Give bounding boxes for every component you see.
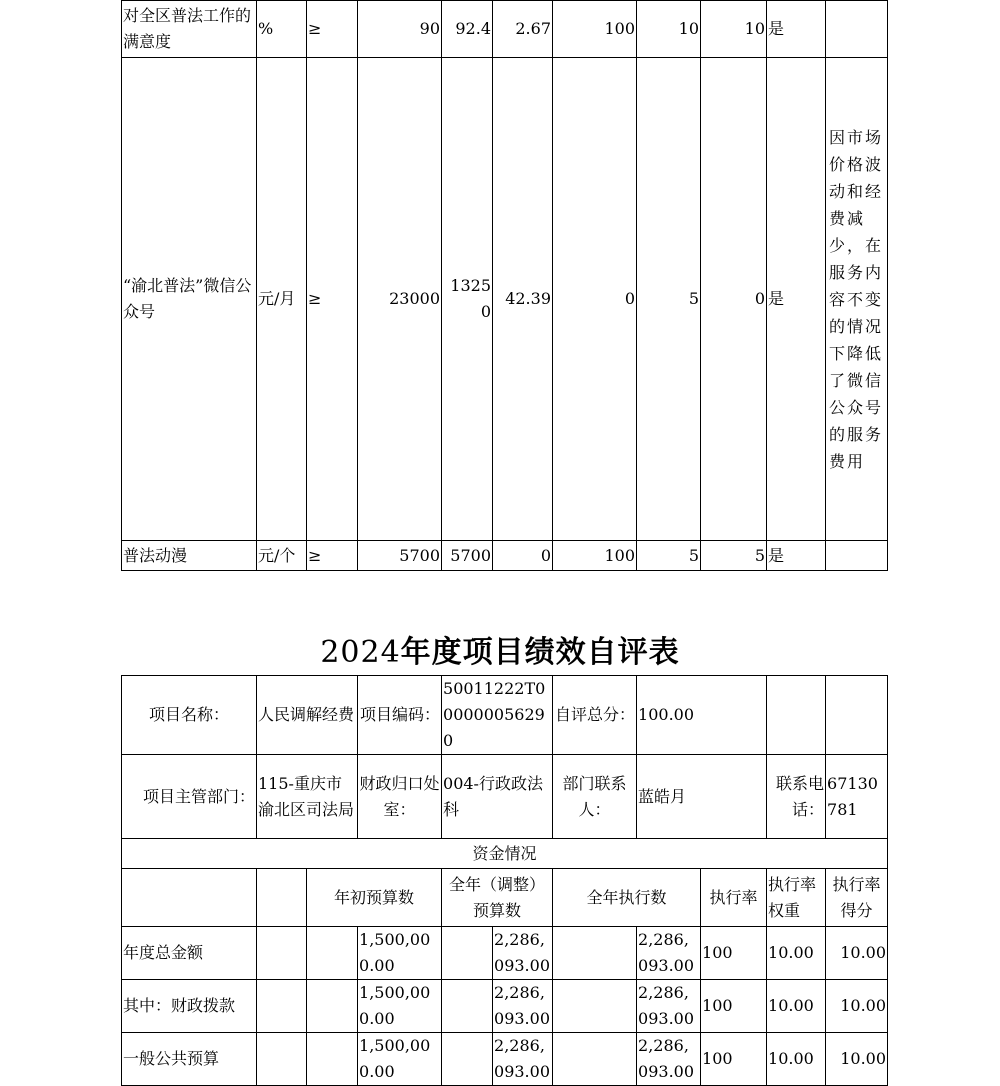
- fund-score: 10.00: [826, 1033, 888, 1086]
- empty-cell: [553, 1033, 637, 1086]
- fund-label: 一般公共预算: [122, 1033, 257, 1086]
- indicator-deviation: 42.39: [493, 58, 553, 541]
- indicator-actual: 92.4: [442, 1, 493, 58]
- fund-rate: 100: [701, 927, 767, 980]
- indicator-reason: 因市场价格波动和经费减少，在服务内容不变的情况下降低了微信公众号的服务费用: [826, 58, 888, 541]
- fund-adjusted: 2,286,093.00: [493, 1033, 553, 1086]
- indicator-name: 普法动漫: [122, 541, 257, 571]
- fund-rate: 100: [701, 980, 767, 1033]
- funds-section-label: 资金情况: [122, 839, 888, 869]
- empty-cell: [257, 1033, 307, 1086]
- empty-cell: [767, 676, 826, 755]
- indicator-unit: 元/个: [257, 541, 307, 571]
- empty-cell: [307, 980, 358, 1033]
- self-evaluation-table: [121, 675, 888, 1086]
- header-initial: 年初预算数: [307, 869, 442, 927]
- indicator-operator: ≥: [307, 541, 358, 571]
- indicator-rate: 100: [553, 541, 637, 571]
- header-adjusted: 全年（调整）预算数: [442, 869, 553, 927]
- empty-cell: [442, 927, 493, 980]
- fund-label: 年度总金额: [122, 927, 257, 980]
- indicator-unit: %: [257, 1, 307, 58]
- fund-executed: 2,286,093.00: [637, 1033, 701, 1086]
- table-row: [122, 927, 888, 980]
- indicator-deviation: 2.67: [493, 1, 553, 58]
- phone: 67130781: [826, 755, 888, 839]
- info-row: [122, 755, 888, 839]
- fund-executed: 2,286,093.00: [637, 980, 701, 1033]
- indicator-score: 0: [701, 58, 767, 541]
- indicator-target: 23000: [358, 58, 442, 541]
- fund-initial: 1,500,000.00: [358, 980, 442, 1033]
- empty-cell: [442, 980, 493, 1033]
- indicator-achieved: 是: [767, 1, 826, 58]
- fund-rate: 100: [701, 1033, 767, 1086]
- table-row: [122, 58, 888, 541]
- indicator-unit: 元/月: [257, 58, 307, 541]
- project-code: 50011222T000000056290: [442, 676, 553, 755]
- fund-weight: 10.00: [767, 1033, 826, 1086]
- fund-adjusted: 2,286,093.00: [493, 927, 553, 980]
- fin-dept: 004-行政政法科: [442, 755, 553, 839]
- table-row: [122, 541, 888, 571]
- info-row: [122, 676, 888, 755]
- fund-weight: 10.00: [767, 980, 826, 1033]
- indicator-name: 对全区普法工作的满意度: [122, 1, 257, 58]
- empty-cell: [307, 927, 358, 980]
- indicator-operator: ≥: [307, 58, 358, 541]
- contact: 蓝皓月: [637, 755, 767, 839]
- page-title: [0, 627, 1000, 671]
- table-row: [122, 1033, 888, 1086]
- header-executed: 全年执行数: [553, 869, 701, 927]
- indicator-operator: ≥: [307, 1, 358, 58]
- self-score-label: 自评总分：: [553, 676, 637, 755]
- indicator-achieved: 是: [767, 541, 826, 571]
- indicator-score: 5: [701, 541, 767, 571]
- empty-cell: [553, 980, 637, 1033]
- fund-score: 10.00: [826, 927, 888, 980]
- self-score: 100.00: [637, 676, 767, 755]
- empty-cell: [307, 1033, 358, 1086]
- fund-weight: 10.00: [767, 927, 826, 980]
- header-weight: 执行率权重: [767, 869, 826, 927]
- empty-cell: [257, 980, 307, 1033]
- fin-dept-label: 财政归口处室：: [358, 755, 442, 839]
- project-name-label: 项目名称：: [122, 676, 257, 755]
- project-code-label: 项目编码：: [358, 676, 442, 755]
- dept-label: 项目主管部门：: [122, 755, 257, 839]
- header-score: 执行率得分: [826, 869, 888, 927]
- phone-label: 联系电话：: [767, 755, 826, 839]
- indicator-target: 5700: [358, 541, 442, 571]
- indicator-deviation: 0: [493, 541, 553, 571]
- fund-initial: 1,500,000.00: [358, 927, 442, 980]
- indicator-name: “渝北普法”微信公众号: [122, 58, 257, 541]
- empty-cell: [826, 676, 888, 755]
- indicator-score: 10: [701, 1, 767, 58]
- indicator-reason: [826, 541, 888, 571]
- fund-adjusted: 2,286,093.00: [493, 980, 553, 1033]
- empty-cell: [257, 869, 307, 927]
- indicator-rate: 100: [553, 1, 637, 58]
- empty-cell: [553, 927, 637, 980]
- empty-cell: [257, 927, 307, 980]
- fund-executed: 2,286,093.00: [637, 927, 701, 980]
- indicator-weight: 5: [637, 541, 701, 571]
- fund-score: 10.00: [826, 980, 888, 1033]
- indicator-weight: 10: [637, 1, 701, 58]
- title-year: 2024: [320, 635, 401, 670]
- empty-cell: [442, 1033, 493, 1086]
- indicator-achieved: 是: [767, 58, 826, 541]
- indicator-target: 90: [358, 1, 442, 58]
- indicator-actual: 5700: [442, 541, 493, 571]
- indicator-table: [121, 0, 888, 571]
- indicator-rate: 0: [553, 58, 637, 541]
- empty-cell: [122, 869, 257, 927]
- table-row: [122, 1, 888, 58]
- indicator-actual: 13250: [442, 58, 493, 541]
- section-row: [122, 839, 888, 869]
- dept: 115-重庆市渝北区司法局: [257, 755, 358, 839]
- indicator-reason: [826, 1, 888, 58]
- fund-initial: 1,500,000.00: [358, 1033, 442, 1086]
- fund-label: 其中：财政拨款: [122, 980, 257, 1033]
- project-name: 人民调解经费: [257, 676, 358, 755]
- indicator-weight: 5: [637, 58, 701, 541]
- table-row: [122, 980, 888, 1033]
- header-row: [122, 869, 888, 927]
- title-text: 年度项目绩效自评表: [400, 635, 680, 670]
- contact-label: 部门联系人：: [553, 755, 637, 839]
- header-rate: 执行率: [701, 869, 767, 927]
